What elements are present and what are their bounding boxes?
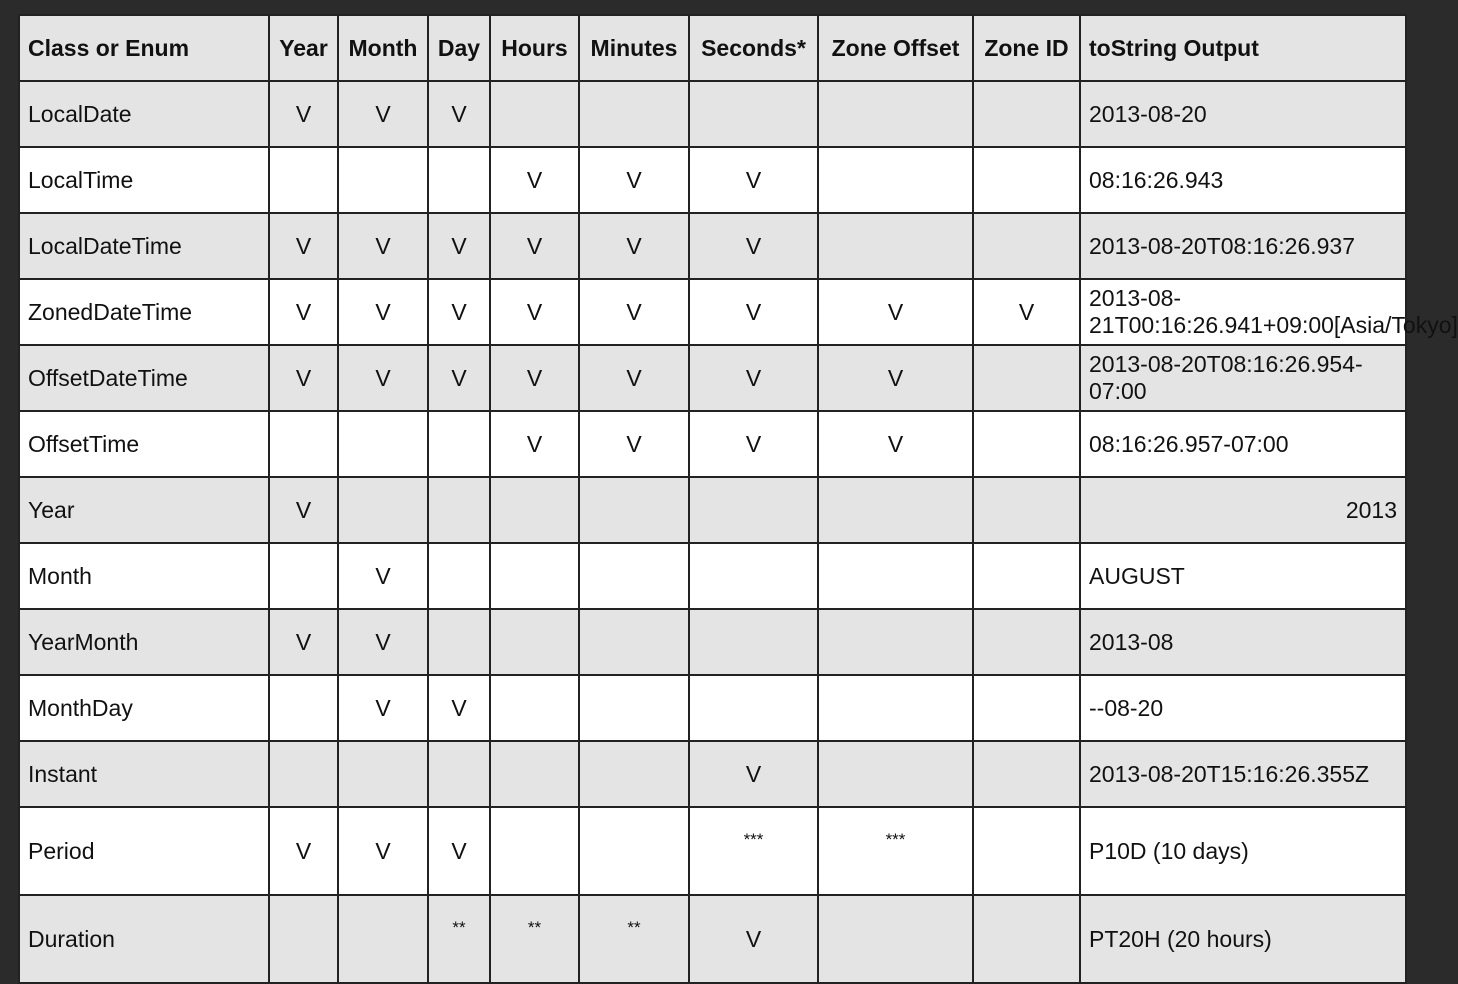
hours-support-cell: [490, 807, 579, 895]
column-header-year: Year: [269, 15, 338, 81]
table-row: [19, 147, 1406, 213]
zone-id-support-cell: [973, 609, 1080, 675]
tostring-output-cell: 2013-08-20: [1080, 81, 1406, 147]
zone-offset-support-cell: V: [818, 345, 973, 411]
hours-support-cell: [490, 675, 579, 741]
class-name-cell: YearMonth: [19, 609, 269, 675]
seconds-support-cell: [689, 675, 818, 741]
table-row: [19, 279, 1406, 345]
month-support-cell: V: [338, 279, 428, 345]
table-row: [19, 345, 1406, 411]
tostring-output-cell: 2013-08-20T08:16:26.954-07:00: [1080, 345, 1406, 411]
day-support-cell: [428, 609, 490, 675]
zone-offset-support-cell: [818, 147, 973, 213]
month-support-cell: [338, 741, 428, 807]
column-header-tostring-output: toString Output: [1080, 15, 1406, 81]
year-support-cell: [269, 543, 338, 609]
tostring-output-cell: 08:16:26.943: [1080, 147, 1406, 213]
table-row: [19, 895, 1406, 983]
day-support-cell: [428, 543, 490, 609]
table-row: [19, 741, 1406, 807]
tostring-output-cell: P10D (10 days): [1080, 807, 1406, 895]
year-support-cell: [269, 895, 338, 983]
zone-id-support-cell: V: [973, 279, 1080, 345]
tostring-output-cell: 2013-08-20T15:16:26.355Z: [1080, 741, 1406, 807]
minutes-support-cell: V: [579, 147, 689, 213]
seconds-support-cell: ***: [689, 807, 818, 895]
class-name-cell: Month: [19, 543, 269, 609]
table-row: [19, 477, 1406, 543]
table-row: [19, 411, 1406, 477]
minutes-support-cell: [579, 609, 689, 675]
year-support-cell: V: [269, 81, 338, 147]
seconds-support-cell: V: [689, 213, 818, 279]
seconds-support-cell: V: [689, 895, 818, 983]
year-support-cell: [269, 741, 338, 807]
column-header-seconds: Seconds*: [689, 15, 818, 81]
minutes-support-cell: [579, 81, 689, 147]
zone-id-support-cell: [973, 675, 1080, 741]
minutes-support-cell: V: [579, 213, 689, 279]
column-header-zone-offset: Zone Offset: [818, 15, 973, 81]
zone-offset-support-cell: V: [818, 411, 973, 477]
month-support-cell: [338, 411, 428, 477]
zone-offset-support-cell: ***: [818, 807, 973, 895]
minutes-support-cell: [579, 543, 689, 609]
zone-id-support-cell: [973, 81, 1080, 147]
hours-support-cell: [490, 609, 579, 675]
hours-support-cell: V: [490, 279, 579, 345]
table-row: [19, 81, 1406, 147]
zone-offset-support-cell: [818, 213, 973, 279]
table-row: [19, 543, 1406, 609]
month-support-cell: V: [338, 81, 428, 147]
seconds-support-cell: [689, 477, 818, 543]
month-support-cell: V: [338, 543, 428, 609]
month-support-cell: V: [338, 345, 428, 411]
day-support-cell: V: [428, 213, 490, 279]
column-header-class: Class or Enum: [19, 15, 269, 81]
table-row: [19, 213, 1406, 279]
month-support-cell: [338, 147, 428, 213]
zone-id-support-cell: [973, 895, 1080, 983]
table-row: [19, 807, 1406, 895]
year-support-cell: [269, 147, 338, 213]
class-name-cell: MonthDay: [19, 675, 269, 741]
zone-id-support-cell: [973, 411, 1080, 477]
month-support-cell: [338, 477, 428, 543]
column-header-hours: Hours: [490, 15, 579, 81]
minutes-support-cell: [579, 477, 689, 543]
hours-support-cell: [490, 543, 579, 609]
hours-support-cell: [490, 741, 579, 807]
tostring-output-cell: 08:16:26.957-07:00: [1080, 411, 1406, 477]
tostring-output-cell: 2013-08: [1080, 609, 1406, 675]
zone-offset-support-cell: [818, 741, 973, 807]
date-time-classes-table: [18, 14, 1458, 984]
class-name-cell: LocalDateTime: [19, 213, 269, 279]
zone-id-support-cell: [973, 807, 1080, 895]
tostring-output-cell: --08-20: [1080, 675, 1406, 741]
zone-offset-support-cell: [818, 675, 973, 741]
day-support-cell: V: [428, 279, 490, 345]
minutes-support-cell: [579, 675, 689, 741]
class-name-cell: LocalDate: [19, 81, 269, 147]
month-support-cell: V: [338, 213, 428, 279]
day-support-cell: V: [428, 675, 490, 741]
year-support-cell: V: [269, 345, 338, 411]
zone-offset-support-cell: [818, 609, 973, 675]
tostring-output-cell: AUGUST: [1080, 543, 1406, 609]
hours-support-cell: **: [490, 895, 579, 983]
minutes-support-cell: V: [579, 345, 689, 411]
column-header-day: Day: [428, 15, 490, 81]
month-support-cell: V: [338, 609, 428, 675]
hours-support-cell: V: [490, 213, 579, 279]
minutes-support-cell: V: [579, 411, 689, 477]
month-support-cell: V: [338, 675, 428, 741]
zone-offset-support-cell: V: [818, 279, 973, 345]
minutes-support-cell: V: [579, 279, 689, 345]
minutes-support-cell: [579, 741, 689, 807]
day-support-cell: V: [428, 81, 490, 147]
year-support-cell: V: [269, 609, 338, 675]
column-header-zone-id: Zone ID: [973, 15, 1080, 81]
seconds-support-cell: [689, 609, 818, 675]
zone-id-support-cell: [973, 741, 1080, 807]
hours-support-cell: V: [490, 147, 579, 213]
zone-id-support-cell: [973, 477, 1080, 543]
class-name-cell: Instant: [19, 741, 269, 807]
column-header-month: Month: [338, 15, 428, 81]
table-row: [19, 609, 1406, 675]
year-support-cell: V: [269, 213, 338, 279]
day-support-cell: V: [428, 345, 490, 411]
class-name-cell: Year: [19, 477, 269, 543]
seconds-support-cell: V: [689, 345, 818, 411]
year-support-cell: V: [269, 279, 338, 345]
class-name-cell: OffsetTime: [19, 411, 269, 477]
class-name-cell: Period: [19, 807, 269, 895]
zone-offset-support-cell: [818, 81, 973, 147]
seconds-support-cell: [689, 543, 818, 609]
hours-support-cell: V: [490, 411, 579, 477]
seconds-support-cell: V: [689, 411, 818, 477]
month-support-cell: [338, 895, 428, 983]
day-support-cell: [428, 147, 490, 213]
zone-offset-support-cell: [818, 895, 973, 983]
table-row: [19, 675, 1406, 741]
tostring-output-cell: 2013-08-20T08:16:26.937: [1080, 213, 1406, 279]
seconds-support-cell: [689, 81, 818, 147]
column-header-minutes: Minutes: [579, 15, 689, 81]
hours-support-cell: [490, 477, 579, 543]
seconds-support-cell: V: [689, 147, 818, 213]
day-support-cell: V: [428, 807, 490, 895]
class-name-cell: OffsetDateTime: [19, 345, 269, 411]
year-support-cell: [269, 675, 338, 741]
zone-offset-support-cell: [818, 477, 973, 543]
zone-offset-support-cell: [818, 543, 973, 609]
day-support-cell: [428, 477, 490, 543]
class-name-cell: Duration: [19, 895, 269, 983]
hours-support-cell: V: [490, 345, 579, 411]
zone-id-support-cell: [973, 147, 1080, 213]
minutes-support-cell: [579, 807, 689, 895]
zone-id-support-cell: [973, 543, 1080, 609]
day-support-cell: [428, 411, 490, 477]
month-support-cell: V: [338, 807, 428, 895]
tostring-output-cell: 2013: [1080, 477, 1406, 543]
header-row: [19, 15, 1406, 81]
zone-id-support-cell: [973, 213, 1080, 279]
year-support-cell: V: [269, 807, 338, 895]
minutes-support-cell: **: [579, 895, 689, 983]
class-name-cell: LocalTime: [19, 147, 269, 213]
seconds-support-cell: V: [689, 279, 818, 345]
hours-support-cell: [490, 81, 579, 147]
year-support-cell: [269, 411, 338, 477]
tostring-output-cell: 2013-08-21T00:16:26.941+09:00[Asia/Tokyo]: [1080, 279, 1406, 345]
day-support-cell: [428, 741, 490, 807]
class-name-cell: ZonedDateTime: [19, 279, 269, 345]
tostring-output-cell: PT20H (20 hours): [1080, 895, 1406, 983]
day-support-cell: **: [428, 895, 490, 983]
year-support-cell: V: [269, 477, 338, 543]
seconds-support-cell: V: [689, 741, 818, 807]
zone-id-support-cell: [973, 345, 1080, 411]
